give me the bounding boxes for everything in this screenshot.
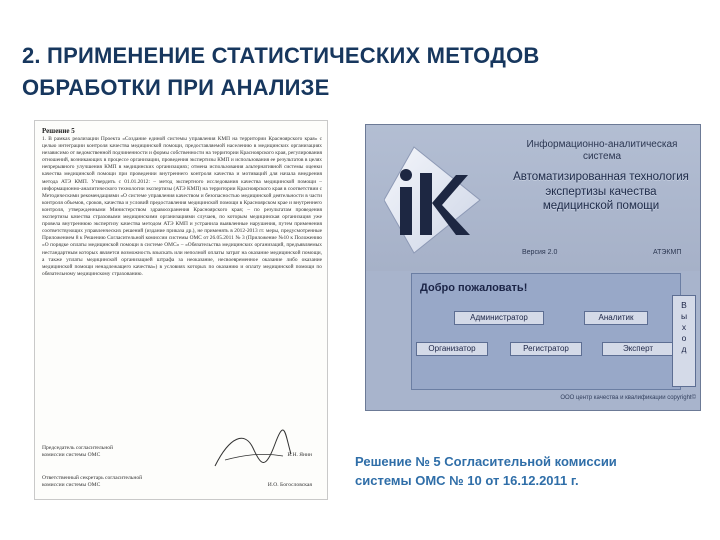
- app-footer-copyright: ООО центр качества и квалификации copyright©: [560, 395, 696, 401]
- app-code: АТЭКМП: [653, 249, 682, 256]
- signer2-title-line1: Ответственный секретарь согласительной: [42, 475, 143, 481]
- decision-caption: [355, 452, 705, 490]
- slide-title: [22, 40, 702, 104]
- scanned-decision-document: [34, 120, 328, 500]
- signer1-title-line1: Председатель согласительной: [42, 445, 113, 451]
- document-body: 1. В рамках реализации Проекта «Создание единой системы управления КМП на территории Красноярского края» с целью интеграции контроля качества медицинской помощи, предоставляемой населению в медицинских организациях независимо от ведомственной подчиненности и формы собственности на территории Красноярского края, регулирования отношений, возникающих в процессе организации, проведения экспертизы КМП и использования ее результатов в целях непрерывного улучшения КМП в медицинских организациях; отмена использования альтернативной системы оценки качества медицинской помощи при проведении внутреннего контроля качества и мотиваций для начала внедрения метода АТЭ КМП. Утвердить с 01.01.2012: – метод экспертного исследования качества медицинской помощи – информационно-аналитического технологии экспертизы (АТЭ КМП) на территории Красноярского края в соответствии с Методическими рекомендациями «О системе управления качеством и безопасностью медицинской деятельности в части контроля объемов, сроков, качества и условий предоставления медицинской помощи в Красноярском крае и внутреннего контроля, утвержденными Министерством здравоохранения Красноярского края; – по результатам проведения экспертизы качества страховыми медицинскими организациями случаев, по которым медицинская организация уже провела внутреннюю экспертизу качества методом АТЭ КМП и устранила выявленные нарушения, путем применения соответствующих управленческих решений (издание приказа др.), не применять в 2012-2013 гг. меры, предусмотренные Приложением 8 к Решению Согласительной комиссии системы ОМС от 26.05.2011 № 3 (Приложение №10 к Положению «О порядке оплаты медицинской помощи в системе ОМС» – «Обязательства медицинских организаций, предъявляемых нестандартным которых является возможность взыскать или неполной оплаты затрат на оказание медицинской помощи, а также уплаты медицинской организацией штрафа за неоказание, несвоевременное оказание либо оказание медицинской помощи ненадлежащего качества») в условиях которых по оказанию и оплату медицинской помощи по обязательному медицинскому страхованию.: [42, 136, 322, 277]
- app-subtitle-line3: медицинской помощи: [542, 200, 660, 213]
- signature-block-secretary: [42, 475, 322, 489]
- administrator-button[interactable]: Администратор: [454, 311, 544, 325]
- login-panel: [411, 273, 681, 390]
- exit-letter-3: х: [681, 322, 687, 332]
- ik-logo-icon: [384, 145, 484, 255]
- caption-line1: Решение № 5 Согласительной комиссии: [355, 454, 617, 469]
- exit-letter-1: В: [681, 300, 687, 310]
- exit-letter-5: д: [681, 344, 687, 354]
- exit-letter-2: ы: [680, 311, 688, 321]
- document-heading: Решение 5: [42, 127, 75, 135]
- app-version: Версия 2.0: [522, 249, 558, 256]
- signer2-title-line2: комиссии системы ОМС: [42, 482, 101, 488]
- app-subtitle: [506, 170, 696, 214]
- app-header-line1: Информационно-аналитическая: [526, 139, 678, 150]
- exit-button[interactable]: [672, 295, 696, 387]
- caption-line2: системы ОМС № 10 от 16.12.2011 г.: [355, 473, 579, 488]
- registrar-button[interactable]: Регистратор: [510, 342, 582, 356]
- signer2-name: И.О. Богословская: [267, 482, 312, 488]
- welcome-text: Добро пожаловать!: [420, 282, 528, 294]
- app-header-area: [366, 125, 700, 271]
- app-subtitle-line2: экспертизы качества: [545, 185, 657, 198]
- app-screenshot-window: [365, 124, 701, 411]
- slide-title-line-1: 2. ПРИМЕНЕНИЕ СТАТИСТИЧЕСКИХ МЕТОДОВ: [22, 43, 540, 68]
- signer1-name: В.Н. Янин: [287, 452, 312, 458]
- analyst-button[interactable]: Аналитик: [584, 311, 648, 325]
- slide-title-line-2: ОБРАБОТКИ ПРИ АНАЛИЗЕ: [22, 75, 330, 100]
- expert-button[interactable]: Эксперт: [602, 342, 674, 356]
- app-subtitle-line1: Автоматизированная технология: [513, 171, 689, 183]
- exit-letter-4: о: [681, 333, 687, 343]
- app-header-line2: система: [582, 151, 622, 162]
- organizer-button[interactable]: Организатор: [416, 342, 488, 356]
- handwritten-signature: [205, 426, 295, 476]
- signer1-title-line2: комиссии системы ОМС: [42, 452, 101, 458]
